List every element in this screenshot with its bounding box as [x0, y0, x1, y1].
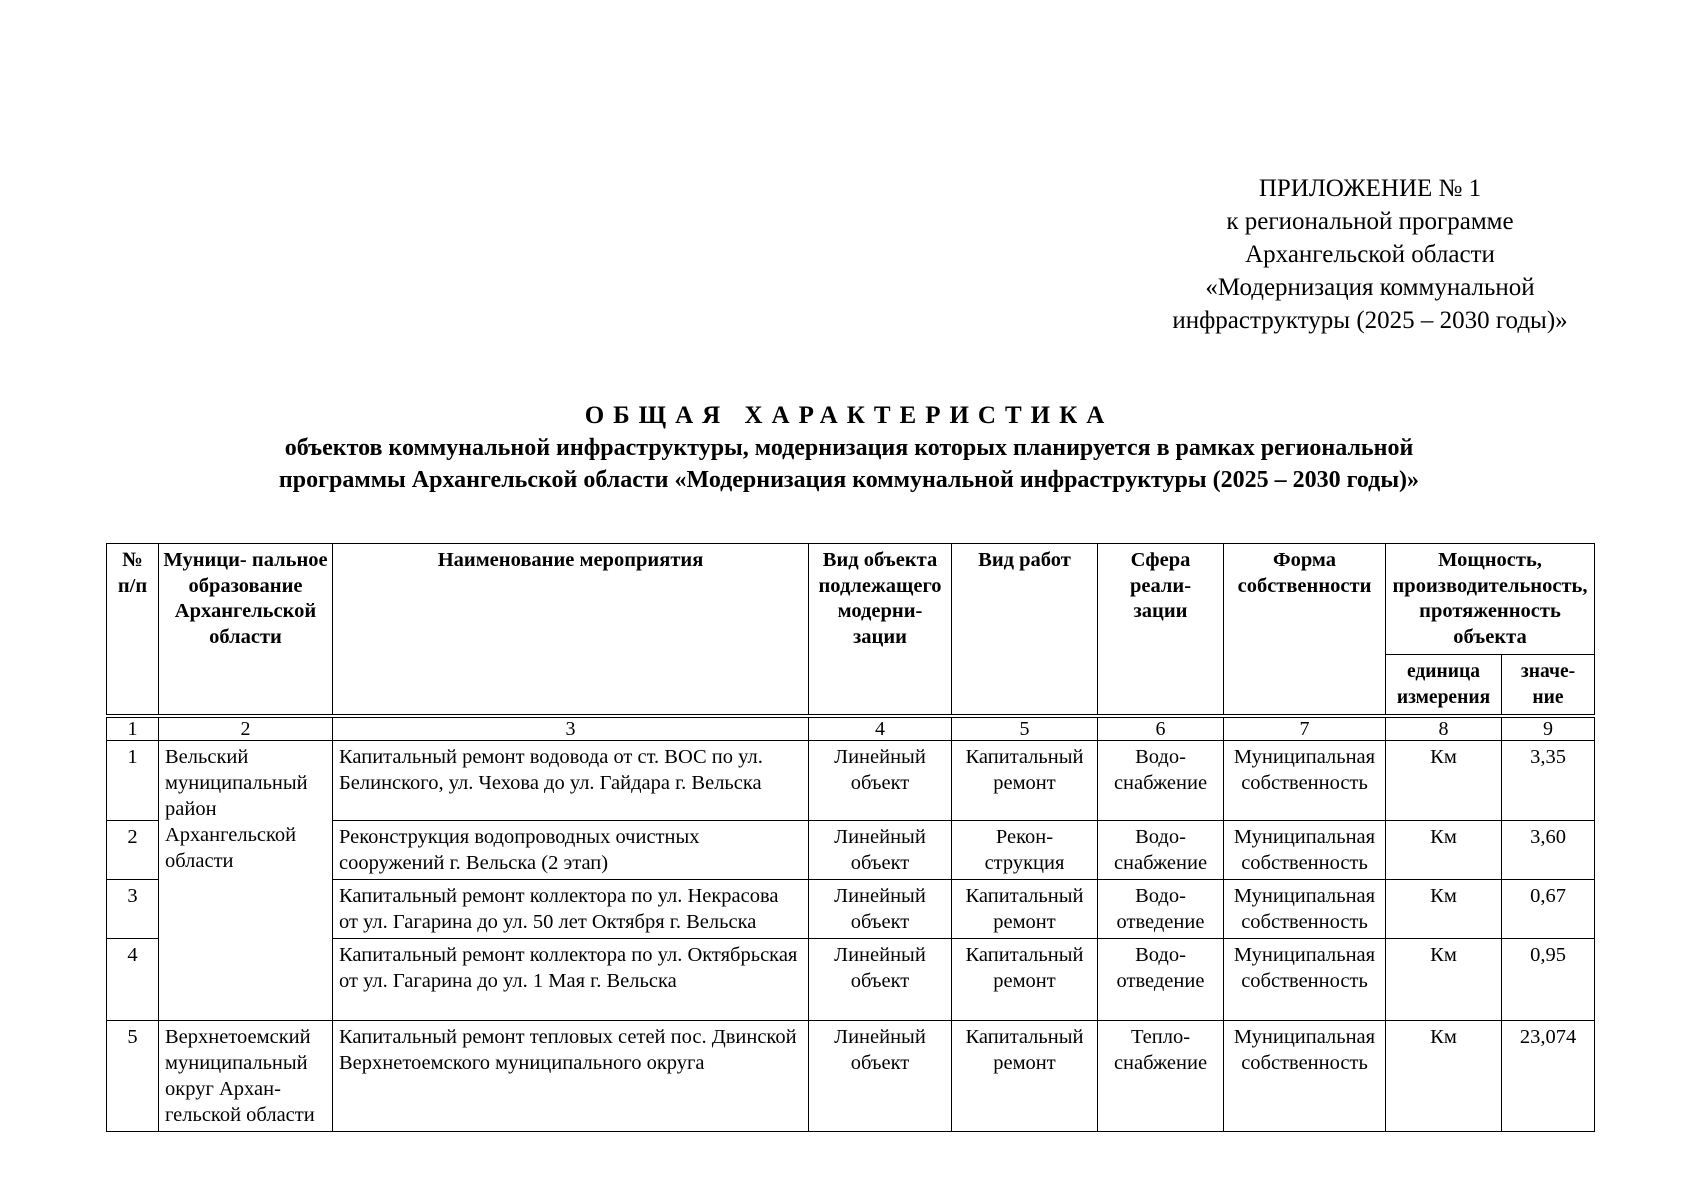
row-value: 3,35 [1502, 741, 1595, 821]
appendix-line-5: инфраструктуры (2025 – 2030 годы)» [1172, 307, 1568, 334]
row-object-type: Линейный объект [809, 821, 952, 880]
appendix-note [1100, 172, 1640, 337]
row-num: 4 [107, 939, 159, 1021]
row-value: 3,60 [1502, 821, 1595, 880]
row-unit: Км [1386, 939, 1502, 1021]
document-title: ОБЩАЯ ХАРАКТЕРИСТИКА [584, 402, 1114, 429]
row-work-type: Капитальный ремонт [952, 1021, 1098, 1132]
row-sphere: Водо- отведение [1098, 880, 1224, 939]
appendix-line-1: ПРИЛОЖЕНИЕ № 1 [1258, 175, 1482, 202]
header-event: Наименование мероприятия [333, 544, 809, 717]
row-num: 5 [107, 1021, 159, 1132]
row-work-type: Капитальный ремонт [952, 880, 1098, 939]
row-ownership: Муниципальная собственность [1224, 939, 1386, 1021]
row-ownership: Муниципальная собственность [1224, 821, 1386, 880]
row-event: Капитальный ремонт коллектора по ул. Октябрьская от ул. Гагарина до ул. 1 Мая г. Вельска [333, 939, 809, 1021]
row-ownership: Муниципальная собственность [1224, 1021, 1386, 1132]
appendix-line-2: к региональной программе [1226, 208, 1514, 235]
header-ownership: Форма собственности [1224, 544, 1386, 717]
row-sphere: Водо- отведение [1098, 939, 1224, 1021]
table-row [107, 741, 1595, 821]
row-sphere: Тепло- снабжение [1098, 1021, 1224, 1132]
column-number: 7 [1224, 716, 1386, 741]
row-work-type: Капитальный ремонт [952, 939, 1098, 1021]
row-unit: Км [1386, 1021, 1502, 1132]
infrastructure-table [106, 543, 1595, 1132]
row-value: 0,95 [1502, 939, 1595, 1021]
header-work-type: Вид работ [952, 544, 1098, 717]
table-row [107, 1021, 1595, 1132]
column-numbers-row [107, 716, 1595, 741]
column-number: 4 [809, 716, 952, 741]
column-number: 8 [1386, 716, 1502, 741]
row-value: 0,67 [1502, 880, 1595, 939]
row-sphere: Водо- снабжение [1098, 741, 1224, 821]
row-sphere: Водо- снабжение [1098, 821, 1224, 880]
row-object-type: Линейный объект [809, 880, 952, 939]
header-value: значе- ние [1502, 655, 1595, 717]
document-subtitle [169, 432, 1529, 496]
row-ownership: Муниципальная собственность [1224, 741, 1386, 821]
header-sphere: Сфера реали- зации [1098, 544, 1224, 717]
row-municipality: Верхнетоемский муниципальный округ Архан- гельской области [159, 1021, 333, 1132]
column-number: 9 [1502, 716, 1595, 741]
row-object-type: Линейный объект [809, 741, 952, 821]
column-number: 5 [952, 716, 1098, 741]
appendix-line-3: Архангельской области [1245, 241, 1495, 268]
header-num: № п/п [107, 544, 159, 717]
row-unit: Км [1386, 741, 1502, 821]
column-number: 3 [333, 716, 809, 741]
appendix-line-4: «Модернизация коммунальной [1205, 274, 1535, 301]
header-unit: единица измерения [1386, 655, 1502, 717]
row-unit: Км [1386, 821, 1502, 880]
header-object-type: Вид объекта подлежащего модерни- зации [809, 544, 952, 717]
row-work-type: Рекон- струкция [952, 821, 1098, 880]
header-municipality: Муници- пальное образование Архангельской области [159, 544, 333, 717]
row-object-type: Линейный объект [809, 1021, 952, 1132]
row-object-type: Линейный объект [809, 939, 952, 1021]
subtitle-line-2: программы Архангельской области «Модернизация коммунальной инфраструктуры (2025 – 2030 годы)» [278, 467, 1420, 493]
row-num: 2 [107, 821, 159, 880]
row-municipality: Вельский муниципальный район Архангельской области [159, 741, 333, 1021]
row-num: 1 [107, 741, 159, 821]
row-ownership: Муниципальная собственность [1224, 880, 1386, 939]
row-event: Капитальный ремонт водовода от ст. ВОС по ул. Белинского, ул. Чехова до ул. Гайдара г. Вельска [333, 741, 809, 821]
column-number: 1 [107, 716, 159, 741]
row-unit: Км [1386, 880, 1502, 939]
row-work-type: Капитальный ремонт [952, 741, 1098, 821]
column-number: 2 [159, 716, 333, 741]
row-event: Капитальный ремонт коллектора по ул. Некрасова от ул. Гагарина до ул. 50 лет Октября г. Вельска [333, 880, 809, 939]
subtitle-line-1: объектов коммунальной инфраструктуры, модернизация которых планируется в рамках региональной [284, 435, 1414, 461]
document-heading [107, 400, 1591, 496]
row-event: Капитальный ремонт тепловых сетей пос. Двинской Верхнетоемского муниципального округа [333, 1021, 809, 1132]
header-capacity: Мощность, производительность, протяженность объекта [1386, 544, 1595, 655]
row-event: Реконструкция водопроводных очистных сооружений г. Вельска (2 этап) [333, 821, 809, 880]
column-number: 6 [1098, 716, 1224, 741]
row-value: 23,074 [1502, 1021, 1595, 1132]
row-num: 3 [107, 880, 159, 939]
